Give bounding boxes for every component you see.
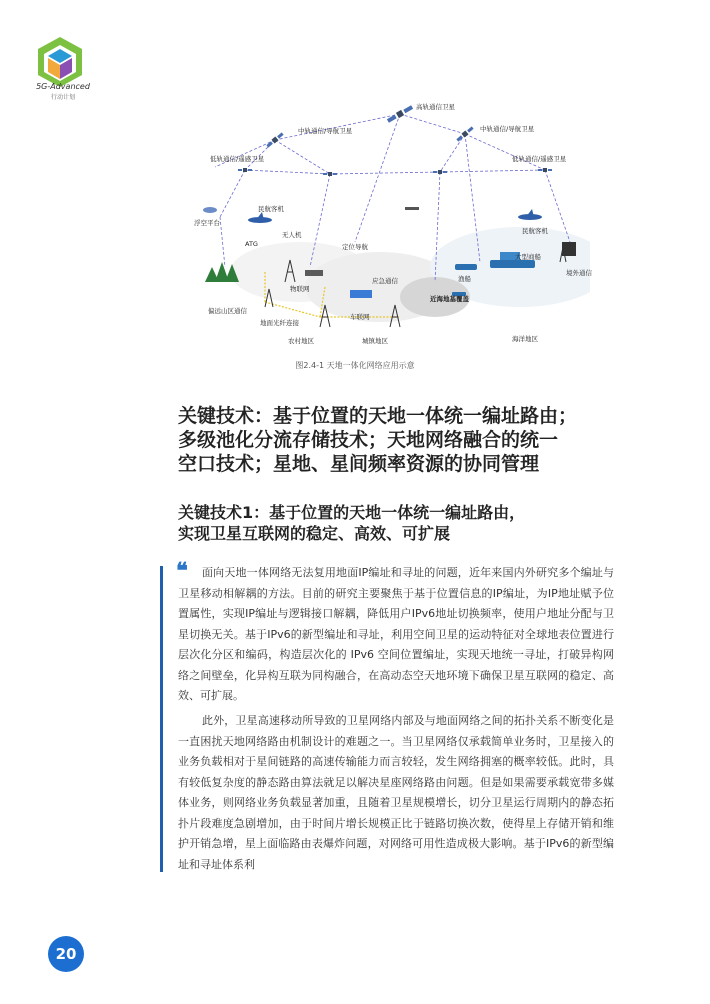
section-heading-line: 空口技术；星地、星间频率资源的协同管理 [178,453,540,475]
label-remote-mountain: 偏远山区通信 [208,307,247,315]
subsection-heading [178,502,525,544]
page-number: 20 [48,936,84,972]
section-heading-line: 多级池化分流存储技术；天地网络融合的统一 [178,429,559,451]
label-high-orbit: 高轨通信卫星 [416,103,455,111]
label-rural: 农村地区 [288,337,314,345]
section-heading [178,404,577,476]
label-atg: ATG [245,240,258,248]
brand-logo-text: 5G-Advanced [36,82,90,91]
label-civil-aircraft-left: 民航客机 [258,205,284,213]
label-float-platform: 浮空平台 [194,219,220,227]
subsection-heading-line: 实现卫星互联网的稳定、高效、可扩展 [178,524,451,543]
label-iot: 物联网 [290,285,310,293]
label-urban: 城镇地区 [362,337,388,345]
label-leo-right: 低轨通信/遥感卫星 [512,155,567,163]
label-mid-orbit-left: 中轨通信/导航卫星 [298,127,353,135]
label-emergency-comm: 应急通信 [372,277,398,285]
label-vehicle-net: 车联网 [350,313,370,321]
quote-bar [160,566,163,872]
label-mid-orbit-right: 中轨通信/导航卫星 [480,125,535,133]
brand-logo-subtitle: 行动计划 [50,94,75,101]
network-diagram [190,92,590,354]
label-large-ship: 大型商船 [515,253,541,261]
section-heading-line: 关键技术：基于位置的天地一体统一编址路由； [178,405,578,427]
label-leo-left: 低轨通信/遥感卫星 [210,155,265,163]
figure-caption: 图2.4-1 天地一体化网络应用示意 [295,361,415,370]
label-civil-aircraft-right: 民航客机 [522,227,548,235]
paragraph-1: 面向天地一体网络无法复用地面IP编址和寻址的问题，近年来国内外研究多个编址与卫星移动相解耦的方法。目前的研究主要聚焦于基于位置信息的IP编址，为IP地址赋予位置属性，实现IP编址与逻辑接口解耦，降低用户IPv6地址切换频率，使用户地址分配与卫星切换无关。基于IPv6的新型编址和寻址，利用空间卫星的运动特征对全球地表位置进行层次化分区和编码，构造层次化的 IPv6 空间位置编址，实现天地统一寻址，打破异构网络之间壁垒，化异构互联为同构融合，在高动态空天地环境下确保卫星互联网的稳定、高效、可扩展。 [178,566,614,702]
quote-mark-icon: ❝ [176,558,188,584]
label-coastal-station: 近海地基覆盖 [430,295,469,303]
label-drone: 无人机 [282,231,302,239]
label-fishing-boat: 渔船 [458,275,471,283]
label-fiber: 地面光纤连接 [260,319,299,327]
label-ocean: 海洋地区 [512,335,538,343]
subsection-heading-line: 关键技术1：基于位置的天地一体统一编址路由， [178,503,526,522]
label-positioning: 定位导航 [342,243,368,251]
paragraph-2: 此外，卫星高速移动所导致的卫星网络内部及与地面网络之间的拓扑关系不断变化是一直困扰天地网络路由机制设计的难题之一。当卫星网络仅承载简单业务时，卫星接入的业务负载相对于星间链路的高速传输能力而言较轻，发生网络拥塞的概率较低。此时，具有较低复杂度的静态路由算法就足以解决星座网络路由问题。但是如果需要承载宽带多媒体业务，则网络业务负载显著加重，且随着卫星规模增长，切分卫星运行周期内的静态拓扑片段难度急剧增加，由于时间片增长规模正比于链路切换次数，使得星上存储开销和维护开销急增，星上面临路由表爆炸问题，对网络可用性造成极大影响。基于IPv6的新型编址和寻址体系利 [178,714,614,871]
label-overseas-comm: 境外通信 [566,269,592,277]
